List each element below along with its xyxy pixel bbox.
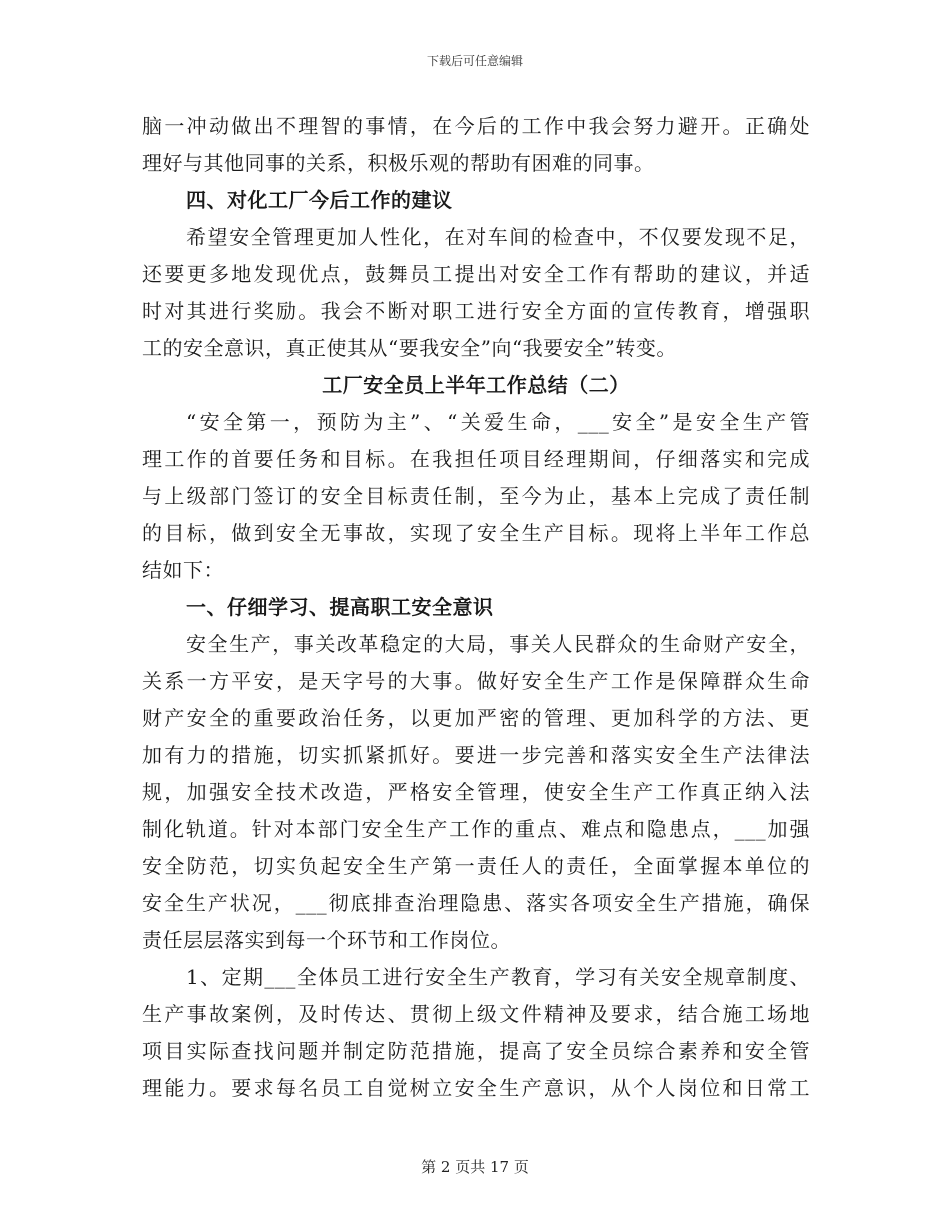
body-line: 制化轨道。针对本部门安全生产工作的重点、难点和隐患点，___加强 (142, 817, 810, 841)
section-heading: 四、对化工厂今后工作的建议 (186, 188, 453, 212)
body-line: 结如下： (142, 558, 224, 582)
body-line: 生产事故案例，及时传达、贯彻上级文件精神及要求，结合施工场地 (142, 1002, 810, 1026)
section-heading: 一、仔细学习、提高职工安全意识 (186, 595, 494, 619)
body-line: 脑一冲动做出不理智的事情，在今后的工作中我会努力避开。正确处 (142, 114, 810, 138)
body-line: 安全生产，事关改革稳定的大局，事关人民群众的生命财产安全， (186, 632, 810, 656)
body-line: 与上级部门签订的安全目标责任制，至今为止，基本上完成了责任制 (142, 484, 810, 508)
body-line: 1、定期___全体员工进行安全生产教育，学习有关安全规章制度、 (186, 965, 810, 989)
body-line: 责任层层落实到每一个环节和工作岗位。 (142, 928, 511, 952)
body-line: 时对其进行奖励。我会不断对职工进行安全方面的宣传教育，增强职 (142, 299, 810, 323)
body-line: 的目标，做到安全无事故，实现了安全生产目标。现将上半年工作总 (142, 521, 810, 545)
document-body (142, 108, 810, 1107)
body-line: 还要更多地发现优点，鼓舞员工提出对安全工作有帮助的建议，并适 (142, 262, 810, 286)
body-line: 理好与其他同事的关系，积极乐观的帮助有困难的同事。 (142, 151, 655, 175)
body-line: 项目实际查找问题并制定防范措施，提高了安全员综合素养和安全管 (142, 1039, 810, 1063)
body-line: 安全防范，切实负起安全生产第一责任人的责任，全面掌握本单位的 (142, 854, 810, 878)
body-line: 工的安全意识，真正使其从“要我安全”向“我要安全”转变。 (142, 336, 677, 360)
body-line: 理能力。要求每名员工自觉树立安全生产意识，从个人岗位和日常工 (142, 1076, 810, 1100)
body-line: “安全第一，预防为主”、“关爱生命，___安全”是安全生产管 (186, 410, 810, 434)
document-title: 工厂安全员上半年工作总结（二） (322, 373, 630, 397)
body-line: 理工作的首要任务和目标。在我担任项目经理期间，仔细落实和完成 (142, 447, 810, 471)
page-footer: 第 2 页共 17 页 (421, 1158, 529, 1176)
body-line: 财产安全的重要政治任务，以更加严密的管理、更加科学的方法、更 (142, 706, 810, 730)
body-line: 关系一方平安，是天字号的大事。做好安全生产工作是保障群众生命 (142, 669, 810, 693)
body-line: 规，加强安全技术改造，严格安全管理，使安全生产工作真正纳入法 (142, 780, 810, 804)
body-line: 安全生产状况，___彻底排查治理隐患、落实各项安全生产措施，确保 (142, 891, 810, 915)
body-line: 加有力的措施，切实抓紧抓好。要进一步完善和落实安全生产法律法 (142, 743, 810, 767)
page-header: 下载后可任意编辑 (426, 54, 523, 68)
body-line: 希望安全管理更加人性化，在对车间的检查中，不仅要发现不足， (186, 225, 810, 249)
